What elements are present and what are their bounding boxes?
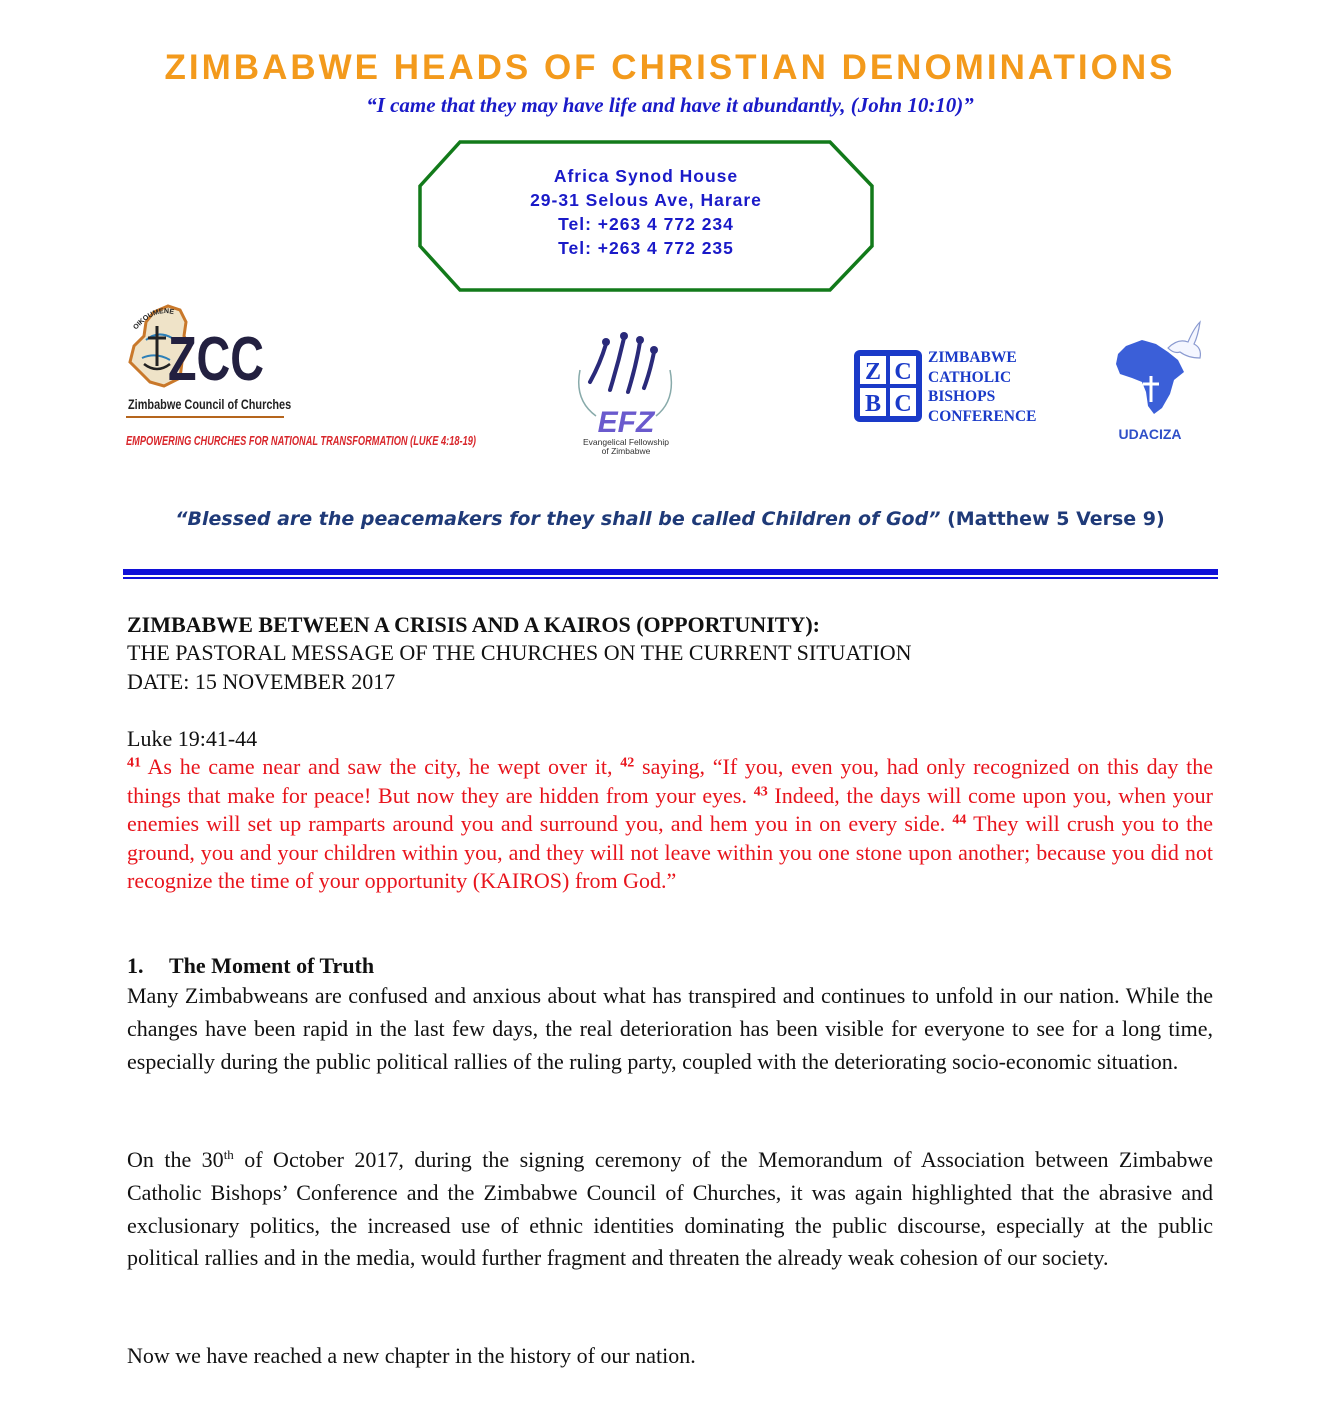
zcc-emblem-icon [124,300,294,396]
document-title: ZIMBABWE BETWEEN A CRISIS AND A KAIROS (OPPORTUNITY): [127,612,820,637]
zcbc-name-line-1: ZIMBABWE [928,349,1017,366]
zcbc-name-line-2: CATHOLIC [928,368,1012,386]
address-line-1: Africa Synod House [553,166,739,186]
verse-text-41: As he came near and saw the city, he wept over it, [141,754,621,779]
zcbc-letter-b: B [864,391,882,417]
efz-caption [566,438,686,456]
phone-line-2: Tel: +263 4 772 235 [558,238,734,258]
header-divider-thick [123,569,1218,575]
udaciza-name: UDACIZA [1118,426,1182,442]
section-heading [127,953,374,979]
verse-number-43: 43 [753,783,768,799]
phone-line-1: Tel: +263 4 772 234 [558,214,734,234]
zcc-mark: ZCC [168,325,264,394]
zcbc-letter-c1: C [894,359,912,385]
paragraph-2 [127,1144,1213,1275]
udaciza-logo [1108,318,1208,448]
verse-number-44: 44 [952,812,967,828]
zcbc-emblem-icon [852,348,924,424]
efz-caption-line-1: Evangelical Fellowship [583,437,669,447]
zcbc-name-line-4: CONFERENCE [928,407,1037,425]
ordinal-suffix: th [223,1147,234,1163]
africa-dove-icon [1108,318,1208,422]
zcc-logo [124,300,476,460]
zcbc-name-line-3: BISHOPS [928,388,996,405]
beatitude-quote [0,508,1340,530]
zcbc-letter-c2: C [894,391,912,417]
paragraph-2-rest: of October 2017, during the signing ceremony of the Memorandum of Association between Zimbabwe Catholic Bishops’ Conference and the Zimbabwe Council of Churches, it was again highlighted that the abrasive and exclusionary politics, the increased use of ethnic identities dominating the public discourse, especially at the public political rallies and in the media, would further fragment and threaten the already weak cohesion of our society. [127,1147,1213,1271]
verse-text-42: saying, “If you, even you, had only recognized on this day the things that make for peace! But now they are hidden from your eyes. [127,754,1213,808]
verse-number-41: 41 [127,755,141,771]
document-subtitle: THE PASTORAL MESSAGE OF THE CHURCHES ON THE CURRENT SITUATION [127,640,912,665]
paragraph-3: Now we have reached a new chapter in the history of our nation. [127,1343,696,1368]
address-line-2: 29-31 Selous Ave, Harare [530,190,762,210]
motto: “I came that they may have life and have it abundantly, (John 10:10)” [366,93,974,117]
scripture-passage [127,753,1213,896]
verse-text-44: They will crush you to the ground, you and your children within you, and they will not leave within you one stone upon another; because you did not recognize the time of your opportunity (KAIROS) from God.” [127,811,1214,893]
efz-logo [566,330,686,458]
zcc-tagline: EMPOWERING CHURCHES FOR NATIONAL TRANSFORMATION (LUKE 4:18-19) [126,434,476,448]
section-number: 1. [127,953,144,978]
zcbc-letter-z: Z [864,359,882,385]
efz-caption-line-2: of Zimbabwe [601,446,651,456]
paragraph-2-start: On the 30 [127,1147,224,1172]
zcbc-logo [852,346,1052,426]
zcc-name: Zimbabwe Council of Churches [128,396,292,412]
scripture-reference: Luke 19:41-44 [127,726,258,751]
zcbc-name [928,348,1037,426]
document-date: DATE: 15 NOVEMBER 2017 [127,669,396,694]
org-title: ZIMBABWE HEADS OF CHRISTIAN DENOMINATIONS [164,48,1176,87]
beatitude-text: “Blessed are the peacemakers for they shall be called Children of God” [175,508,941,530]
paragraph-1: Many Zimbabweans are confused and anxious about what has transpired and continues to unfold in our nation. While the changes have been rapid in the last few days, the real deterioration has been visible for everyone to see for a long time, especially during the public political rallies of the ruling party, coupled with the deteriorating socio-economic situation. [127,983,1213,1074]
zcc-arc-text: OIKOUMENE [132,308,175,332]
header-divider-thin [123,577,1218,579]
verse-text-43: Indeed, the days will come upon you, when your enemies will set up ramparts around you and surround you, and hem you in on every side. [127,782,1214,836]
zcc-underline [126,416,284,418]
section-title: The Moment of Truth [169,953,375,978]
verse-number-42: 42 [620,755,635,771]
efz-mark: EFZ [597,406,655,439]
efz-emblem-icon [566,330,686,440]
address-box [418,140,874,292]
beatitude-reference: (Matthew 5 Verse 9) [947,508,1165,530]
